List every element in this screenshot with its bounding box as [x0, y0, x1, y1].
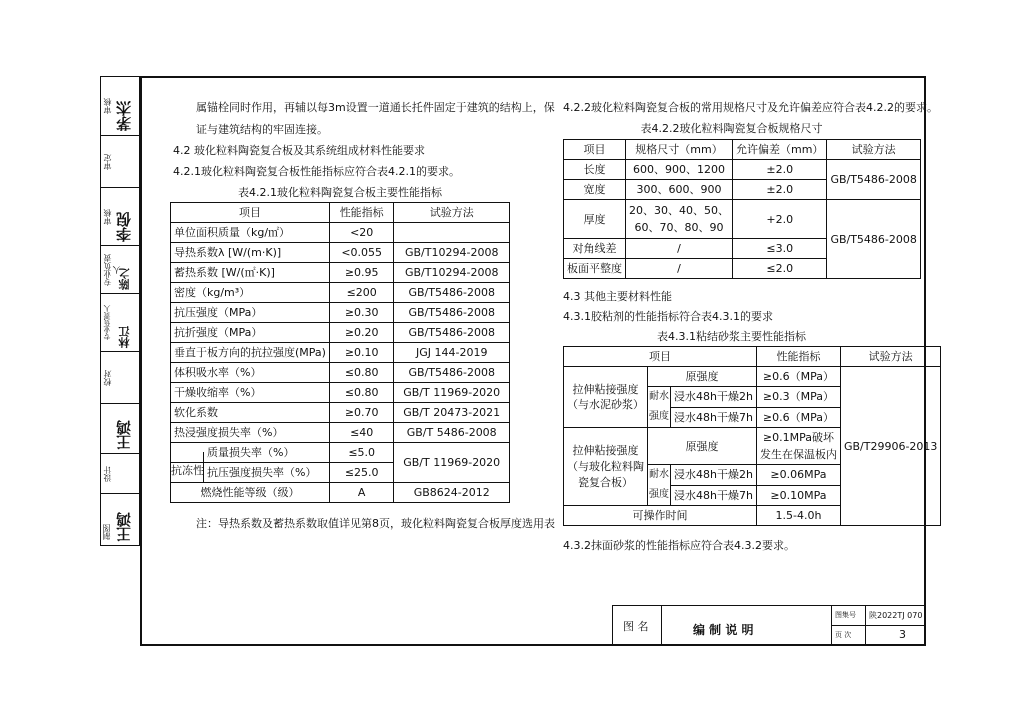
divider [865, 606, 867, 645]
cell: GB/T29906-2013 [840, 367, 940, 526]
cell: 软化系数 [171, 403, 330, 423]
cell: / [626, 239, 733, 259]
table-row [171, 483, 510, 503]
cell: ≥0.70 [329, 403, 393, 423]
label-line: 强度 [649, 489, 669, 500]
cell-line: ≥0.1MPa破坏 [762, 431, 834, 444]
paragraph: 4.2.2玻化粒料陶瓷复合板的常用规格尺寸及允许偏差应符合表4.2.2的要求。 [563, 101, 938, 114]
label-line: 瓷复合板） [578, 475, 633, 489]
group-label [564, 367, 648, 428]
strip-cell [101, 293, 139, 351]
paragraph: 4.2.1玻化粒料陶瓷复合板性能指标应符合表4.2.1的要求。 [173, 165, 460, 178]
table-4-2-2 [563, 139, 921, 279]
water-res-label [648, 387, 671, 428]
table-row [564, 367, 941, 387]
table-note: 注：导热系数及蓄热系数取值详见第8页，玻化粒料陶瓷复合板厚度选用表 [196, 517, 555, 530]
table-caption: 表4.2.1玻化粒料陶瓷复合板主要性能指标 [238, 186, 442, 199]
cell: ≤0.80 [329, 383, 393, 403]
strip-label: 审核 [103, 209, 112, 225]
label-line: 耐水 [649, 469, 669, 480]
table-header-row [171, 203, 510, 223]
table-row [171, 423, 510, 443]
strip-label: 制图 [102, 524, 111, 540]
cell: ≤0.80 [329, 363, 393, 383]
cell: ±2.0 [733, 180, 827, 200]
strip-label: 设计 [103, 466, 112, 482]
cell: ≥0.3（MPa） [756, 387, 840, 408]
cell: ≥0.20 [329, 323, 393, 343]
column-header: 性能指标 [756, 347, 840, 367]
atlas-number: 陕2022TJ 070 [869, 611, 923, 620]
cell: GB/T 20473-2021 [394, 403, 510, 423]
strip-cell [101, 453, 139, 493]
label-line: 强度 [649, 411, 669, 422]
cell: GB/T10294-2008 [394, 263, 510, 283]
cell-line: 60、70、80、90 [634, 221, 724, 234]
table-row [564, 160, 921, 180]
table-row [171, 323, 510, 343]
table-row [171, 243, 510, 263]
divider [831, 625, 925, 627]
signature: 茅杰 [115, 101, 133, 131]
cell: ±2.0 [733, 160, 827, 180]
cell: JGJ 144-2019 [394, 343, 510, 363]
water-res-label [648, 465, 671, 506]
section-heading: 4.2 玻化粒料陶瓷复合板及其系统组成材料性能要求 [173, 144, 425, 157]
signature: 李倪 [115, 212, 133, 242]
cell: 可操作时间 [564, 506, 757, 526]
cell [626, 200, 733, 239]
cell: 1.5-4.0h [756, 506, 840, 526]
table-row [171, 263, 510, 283]
frost-label: 抗冻性 [171, 452, 204, 471]
signature: 林江 [118, 326, 131, 348]
cell: 单位面积质量（kg/㎡） [171, 223, 330, 243]
paragraph: 4.3.2抹面砂浆的性能指标应符合表4.3.2要求。 [563, 539, 795, 552]
cell: 抗折强度（MPa） [171, 323, 330, 343]
strip-cell [101, 245, 139, 293]
label-line: 拉伸粘接强度 [572, 443, 639, 457]
table-row [171, 303, 510, 323]
cell: GB/T 11969-2020 [394, 383, 510, 403]
table-caption: 表4.2.2玻化粒料陶瓷复合板规格尺寸 [640, 122, 823, 135]
cell: +2.0 [733, 200, 827, 239]
table-row [171, 383, 510, 403]
cell: <20 [329, 223, 393, 243]
cell: ≥0.10MPa [756, 485, 840, 506]
review-strip [100, 76, 140, 546]
page-label: 页 次 [835, 631, 852, 639]
title-block [612, 605, 926, 646]
signature: 王鸿 [115, 512, 133, 542]
cell: 密度（kg/m³） [171, 283, 330, 303]
column-header: 试验方法 [827, 140, 920, 160]
cell: 厚度 [564, 200, 626, 239]
cell: GB/T5486-2008 [394, 323, 510, 343]
paragraph: 4.3.1胶粘剂的性能指标符合表4.3.1的要求 [563, 310, 773, 323]
strip-cell [101, 77, 139, 135]
cell: 垂直于板方向的抗拉强度(MPa) [171, 343, 330, 363]
cell: 导热系数λ [W/(m·K)] [171, 243, 330, 263]
strip-label: 校对 [103, 370, 112, 386]
cell: ≥0.6（MPa） [756, 407, 840, 428]
strip-drafting-cell [100, 508, 114, 546]
label-line: （与水泥砂浆） [567, 398, 644, 411]
intro-line: 属锚栓同时作用，再辅以每3m设置一道通长托件固定于建筑的结构上，保 [196, 101, 555, 114]
strip-cell [101, 135, 139, 187]
table-row [564, 200, 921, 239]
cell: 长度 [564, 160, 626, 180]
drawing-title: 编 制 说 明 [693, 623, 754, 637]
group-label [564, 428, 648, 506]
cell-line: 20、30、40、50、 [629, 204, 729, 217]
name-label: 图 名 [623, 620, 649, 633]
strip-label: 审定 [103, 154, 112, 170]
table-row [171, 223, 510, 243]
cell-text: 抗压强度损失率（%） [207, 466, 317, 479]
strip-cell [101, 351, 139, 403]
cell: 抗压强度（MPa） [171, 303, 330, 323]
cell: ≤5.0 [329, 443, 393, 463]
column-header: 允许偏差（mm） [733, 140, 827, 160]
intro-line: 证与建筑结构的牢固连接。 [196, 123, 328, 136]
table-4-3-1 [563, 346, 941, 526]
cell: 体积吸水率（%） [171, 363, 330, 383]
column-header: 试验方法 [840, 347, 940, 367]
cell: 浸水48h干燥2h [671, 465, 757, 486]
table-row [171, 343, 510, 363]
table-header-row [564, 140, 921, 160]
column-header: 项目 [171, 203, 330, 223]
column-header: 项目 [564, 347, 757, 367]
column-header: 性能指标 [329, 203, 393, 223]
signature: 王鸿 [115, 420, 133, 450]
cell: ≥0.95 [329, 263, 393, 283]
strip-label: 专业负责人 [103, 305, 111, 341]
label-line: 拉伸粘接强度 [572, 383, 639, 396]
cell: GB/T10294-2008 [394, 243, 510, 263]
cell: GB/T5486-2008 [394, 303, 510, 323]
column-header: 项目 [564, 140, 626, 160]
strip-label: 专业负责人 [103, 254, 121, 286]
page-number: 3 [899, 628, 906, 641]
section-heading: 4.3 其他主要材料性能 [563, 290, 672, 303]
cell: GB/T 11969-2020 [394, 443, 510, 483]
strip-cell [101, 403, 139, 453]
cell-line: 发生在保温板内 [759, 448, 837, 461]
cell: 300、600、900 [626, 180, 733, 200]
cell: 蓄热系数 [W/(㎡·K)] [171, 263, 330, 283]
cell: 对角线差 [564, 239, 626, 259]
cell: ≤2.0 [733, 259, 827, 279]
cell: 燃烧性能等级（级） [171, 483, 330, 503]
cell: ≥0.06MPa [756, 465, 840, 486]
cell: GB/T5486-2008 [394, 363, 510, 383]
cell-text: 质量损失率（%） [207, 446, 295, 459]
cell: 宽度 [564, 180, 626, 200]
cell: <0.055 [329, 243, 393, 263]
cell: GB/T 5486-2008 [394, 423, 510, 443]
cell: ≤25.0 [329, 463, 393, 483]
table-4-2-1 [170, 202, 510, 503]
cell: ≤40 [329, 423, 393, 443]
table-row [171, 283, 510, 303]
cell: ≥0.6（MPa） [756, 367, 840, 387]
cell: ≥0.10 [329, 343, 393, 363]
cell: 原强度 [648, 367, 757, 387]
strip-cell [101, 187, 139, 245]
table-header-row [564, 347, 941, 367]
column-header: 规格尺寸（mm） [626, 140, 733, 160]
cell: GB8624-2012 [394, 483, 510, 503]
atlas-label: 图集号 [835, 611, 856, 619]
label-line: 耐水 [649, 391, 669, 402]
cell: A [329, 483, 393, 503]
title-name-cell [613, 606, 662, 645]
label-line: （与玻化粒料陶 [567, 459, 644, 473]
cell [394, 223, 510, 243]
cell: / [626, 259, 733, 279]
cell: 热浸强度损失率（%） [171, 423, 330, 443]
table-row [171, 443, 510, 463]
cell: GB/T5486-2008 [394, 283, 510, 303]
cell: GB/T5486-2008 [827, 160, 920, 200]
cell: ≤200 [329, 283, 393, 303]
cell: 干燥收缩率（%） [171, 383, 330, 403]
cell: 浸水48h干燥2h [671, 387, 757, 408]
table-row [171, 363, 510, 383]
cell [756, 428, 840, 465]
cell: 浸水48h干燥7h [671, 485, 757, 506]
signature: 陈之 [118, 268, 131, 290]
column-header: 试验方法 [394, 203, 510, 223]
cell: 原强度 [648, 428, 757, 465]
cell: 600、900、1200 [626, 160, 733, 180]
cell: GB/T5486-2008 [827, 200, 920, 279]
cell: 浸水48h干燥7h [671, 407, 757, 428]
cell: ≥0.30 [329, 303, 393, 323]
cell: 板面平整度 [564, 259, 626, 279]
table-caption: 表4.3.1粘结砂浆主要性能指标 [657, 330, 806, 343]
table-row [171, 403, 510, 423]
cell: ≤3.0 [733, 239, 827, 259]
strip-label: 审核 [103, 98, 112, 114]
